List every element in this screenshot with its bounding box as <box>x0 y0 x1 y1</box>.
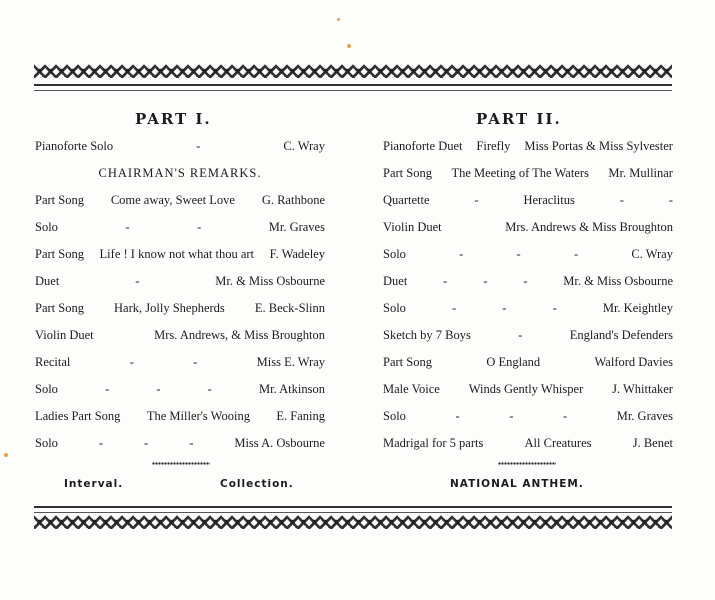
programme-row <box>383 191 673 218</box>
programme-row <box>383 434 673 461</box>
dash-filler: - <box>459 247 464 261</box>
programme-cell: Solo <box>383 409 406 423</box>
programme-cell: Life ! I know not what thou art <box>99 247 255 261</box>
programme-row <box>35 407 325 434</box>
programme-cell: Duet <box>35 274 60 288</box>
programme-cell: Solo <box>35 220 58 234</box>
programme-cell: Solo <box>383 247 406 261</box>
programme-row <box>35 353 325 380</box>
dash-filler: - <box>619 193 624 207</box>
programme-cell: Pianoforte Duet <box>383 139 463 153</box>
programme-row <box>383 164 673 191</box>
programme-cell: Mr. Atkinson <box>258 382 325 396</box>
programme-cell: Recital <box>35 355 71 369</box>
programme-cell: O England <box>486 355 541 369</box>
programme-cell: Duet <box>383 274 408 288</box>
programme-row <box>35 218 325 245</box>
programme-cell: F. Wadeley <box>269 247 325 261</box>
programme-cell: Miss Portas & Miss Sylvester <box>524 139 673 153</box>
programme-cell: Winds Gently Whisper <box>468 382 584 396</box>
programme-cell: Come away, Sweet Love <box>110 193 235 207</box>
programme-cell: Miss E. Wray <box>256 355 325 369</box>
programme-cell: Pianoforte Solo <box>35 139 114 153</box>
programme-cell: Violin Duet <box>35 328 94 342</box>
programme-cell: Sketch by 7 Boys <box>383 328 471 342</box>
programme-cell: Mrs. Andrews, & Miss Broughton <box>154 328 325 342</box>
part1-title: PART I. <box>135 110 212 128</box>
dash-filler: - <box>135 274 140 288</box>
programme-row <box>383 245 673 272</box>
programme-cell: C. Wray <box>283 139 325 153</box>
programme-cell: All Creatures <box>524 436 592 450</box>
programme-cell: Violin Duet <box>383 220 442 234</box>
programme-cell: J. Benet <box>632 436 673 450</box>
programme-row <box>35 434 325 461</box>
dash-filler: - <box>129 355 134 369</box>
programme-cell: Mr. & Miss Osbourne <box>563 274 673 288</box>
programme-row <box>383 353 673 380</box>
dash-filler: - <box>552 301 557 315</box>
dash-filler: - <box>483 274 488 288</box>
dash-filler: - <box>189 436 194 450</box>
programme-cell: Mr. Graves <box>616 409 673 423</box>
dash-filler: - <box>196 139 201 153</box>
programme-cell: Mrs. Andrews & Miss Broughton <box>505 220 673 234</box>
dash-filler: - <box>502 301 507 315</box>
programme-cell: Mr. & Miss Osbourne <box>215 274 325 288</box>
programme-row <box>383 326 673 353</box>
national-anthem-label: NATIONAL ANTHEM. <box>450 478 584 490</box>
programme-row <box>383 407 673 434</box>
programme-row <box>35 164 325 191</box>
programme-cell: Solo <box>35 436 58 450</box>
paper-speck <box>4 453 8 457</box>
dash-filler: - <box>98 436 104 450</box>
programme-cell: Firefly <box>476 139 511 153</box>
programme-cell: Madrigal for 5 parts <box>383 436 484 450</box>
programme-cell: C. Wray <box>631 247 673 261</box>
programme-cell: Mr. Graves <box>268 220 325 234</box>
programme-cell: Ladies Part Song <box>35 409 121 423</box>
dash-filler: - <box>474 193 479 207</box>
programme-cell: G. Rathbone <box>261 193 325 207</box>
programme-cell: Walford Davies <box>594 355 673 369</box>
dash-filler: - <box>562 409 568 423</box>
programme-cell: Mr. Keightley <box>602 301 673 315</box>
dash-filler: - <box>197 220 202 234</box>
collection-label: Collection. <box>220 478 294 490</box>
paper-speck <box>347 44 351 48</box>
programme-row <box>35 299 325 326</box>
programme-row <box>35 326 325 353</box>
programme-cell: Quartette <box>383 193 430 207</box>
programme-cell: Part Song <box>35 247 84 261</box>
programme-row <box>383 299 673 326</box>
programme-cell: Part Song <box>35 301 84 315</box>
part1-programme <box>35 137 325 461</box>
dash-filler: - <box>105 382 110 396</box>
dash-filler: - <box>516 247 521 261</box>
programme-cell: Male Voice <box>383 382 440 396</box>
programme-cell: Solo <box>383 301 406 315</box>
dash-filler: - <box>509 409 514 423</box>
programme-cell: England's Defenders <box>569 328 673 342</box>
programme-row <box>35 272 325 299</box>
programme-cell: E. Beck-Slinn <box>254 301 325 315</box>
programme-row <box>383 272 673 299</box>
programme-cell: Part Song <box>35 193 84 207</box>
dash-filler: - <box>573 247 579 261</box>
dash-filler: - <box>455 409 460 423</box>
programme-cell: Mr. Mullinar <box>608 166 673 180</box>
programme-cell: Miss A. Osbourne <box>234 436 325 450</box>
interval-label: Interval. <box>64 478 124 490</box>
top-ornamental-border <box>34 64 672 78</box>
programme-cell: CHAIRMAN'S REMARKS. <box>98 166 262 180</box>
programme-cell: E. Faning <box>276 409 325 423</box>
part2-programme <box>383 137 673 461</box>
part2-dotted-separator <box>498 462 556 465</box>
programme-cell: Hark, Jolly Shepherds <box>114 301 225 315</box>
programme-row <box>35 380 325 407</box>
dash-filler: - <box>443 274 448 288</box>
programme-cell: Solo <box>35 382 58 396</box>
paper-speck <box>337 18 340 21</box>
bottom-double-rule <box>34 506 672 513</box>
programme-row <box>35 137 325 164</box>
programme-cell: Part Song <box>383 355 432 369</box>
programme-row <box>383 380 673 407</box>
bottom-ornamental-border <box>34 515 672 529</box>
dash-filler: - <box>518 328 523 342</box>
part2-title: PART II. <box>476 110 562 128</box>
dash-filler: - <box>523 274 528 288</box>
dash-filler: - <box>125 220 130 234</box>
programme-row <box>35 245 325 272</box>
programme-cell: Heraclitus <box>523 193 575 207</box>
programme-row <box>35 191 325 218</box>
dash-filler: - <box>144 436 149 450</box>
part1-dotted-separator <box>152 462 210 465</box>
programme-cell: The Meeting of The Waters <box>451 166 589 180</box>
programme-cell: Part Song <box>383 166 432 180</box>
dash-filler: - <box>193 355 198 369</box>
top-double-rule <box>34 84 672 91</box>
dash-filler: - <box>207 382 212 396</box>
programme-cell: J. Whittaker <box>612 382 673 396</box>
programme-row <box>383 137 673 164</box>
dash-filler: - <box>156 382 161 396</box>
programme-row <box>383 218 673 245</box>
dash-filler: - <box>452 301 457 315</box>
programme-cell: The Miller's Wooing <box>146 409 250 423</box>
dash-filler: - <box>668 193 673 207</box>
